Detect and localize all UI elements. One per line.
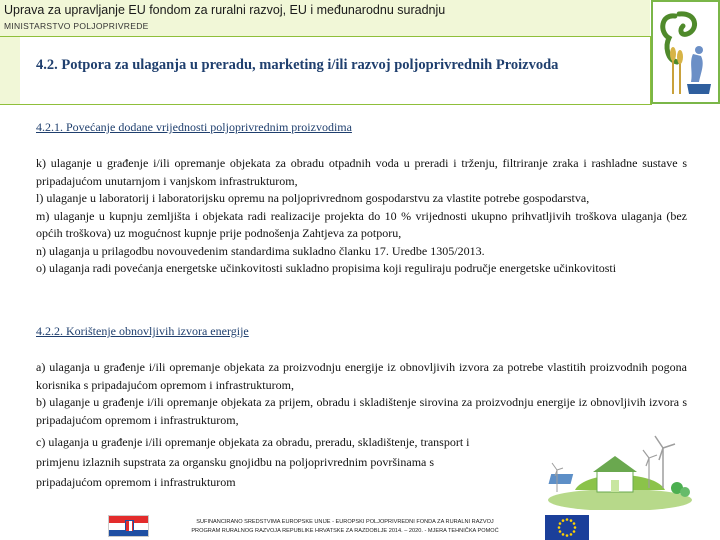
list-item: o) ulaganja radi povećanja energetske učinkovitosti sukladno propisima koji reguliraju područje energetske učinkovitosti (36, 261, 617, 275)
ministry-logo (651, 0, 720, 104)
croatian-flag (108, 515, 149, 537)
list-item-line: primjenu izlaznih supstrata za organsku gnojidbu na poljoprivrednim površinama s (36, 455, 435, 469)
org-title: Uprava za upravljanje EU fondom za ruralni razvoj, EU i međunarodnu suradnju (4, 3, 446, 17)
funding-line: PROGRAM RURALNOG RAZVOJA REPUBLIKE HRVATSKE ZA RAZDOBLJE 2014. – 2020. - MJERA TEHNIČKA POMOĆ (191, 528, 499, 534)
eu-stars-icon (545, 515, 589, 540)
eu-flag (545, 515, 589, 540)
list-item: l) ulaganje u laboratorij i laboratorijsku opremu na poljoprivrednom gospodarstvu za vlastite potrebe gospodarstva, (36, 191, 590, 205)
ministry-name: MINISTARSTVO POLJOPRIVREDE (4, 21, 149, 31)
list-item: c) ulaganja u građenje i/ili opremanje objekata za obradu, preradu, skladištenje, transport i (36, 435, 470, 449)
funding-notice (150, 518, 540, 536)
list-item-line: pripadajućom opremom i infrastrukturom (36, 475, 236, 489)
header-bar (0, 0, 650, 36)
section-4-2-2-list-continued (36, 432, 556, 492)
list-item: k) ulaganje u građenje i/ili opremanje objekata za obradu otpadnih voda u preradi i trženju, filtriranje zraka i rashladne sustave s pripadajućom unutarnjom i vanjskom infrastrukturom, (36, 156, 687, 188)
header-divider (0, 36, 652, 37)
ministry-logo-icon (653, 2, 719, 102)
coat-of-arms-icon (125, 520, 134, 532)
list-item: m) ulaganje u kupnju zemljišta i objekata radi realizacije projekta do 10 % vrijednosti ukupno prihvatljivih troškova ulaganja (bez općih troškova) uz mogućnost kupnje prije podnošenja Zahtjeva za potporu, (36, 208, 687, 240)
eco-farm-illustration (545, 430, 695, 510)
list-item: b) ulaganje u građenje i/ili opremanje objekata za prijem, obradu i skladištenje sirovina za proizvodnju energije iz obnovljivih izvora s pripadajućom opremom i infrastrukturom, (36, 395, 687, 427)
left-band (0, 37, 20, 105)
list-item: n) ulaganja u prilagodbu novouvedenim standardima sukladno članku 17. Uredbe 1305/2013. (36, 243, 485, 258)
section-4-2-2-list (36, 359, 687, 429)
section-4-2-1-link[interactable]: 4.2.1. Povećanje dodane vrijednosti poljoprivrednim proizvodima (36, 120, 352, 134)
section-4-2-2-link[interactable]: 4.2.2. Korištenje obnovljivih izvora energije (36, 324, 249, 338)
page-heading: 4.2. Potpora za ulaganja u preradu, marketing i/ili razvoj poljoprivrednih Proizvoda (36, 57, 559, 73)
funding-line: SUFINANCIRANO SREDSTVIMA EUROPSKE UNIJE - EUROPSKI POLJOPRIVREDNI FONDA ZA RURALNI RAZVOJ (196, 519, 494, 525)
section-4-2-1-list (36, 155, 687, 278)
heading-divider (0, 104, 652, 105)
list-item: a) ulaganja u građenje i/ili opremanje objekata za proizvodnju energije iz obnovljivih izvora za potrebe vlastitih proizvodnih pogona korisnika s pripadajućom opremom i infrastrukturom, (36, 360, 687, 392)
